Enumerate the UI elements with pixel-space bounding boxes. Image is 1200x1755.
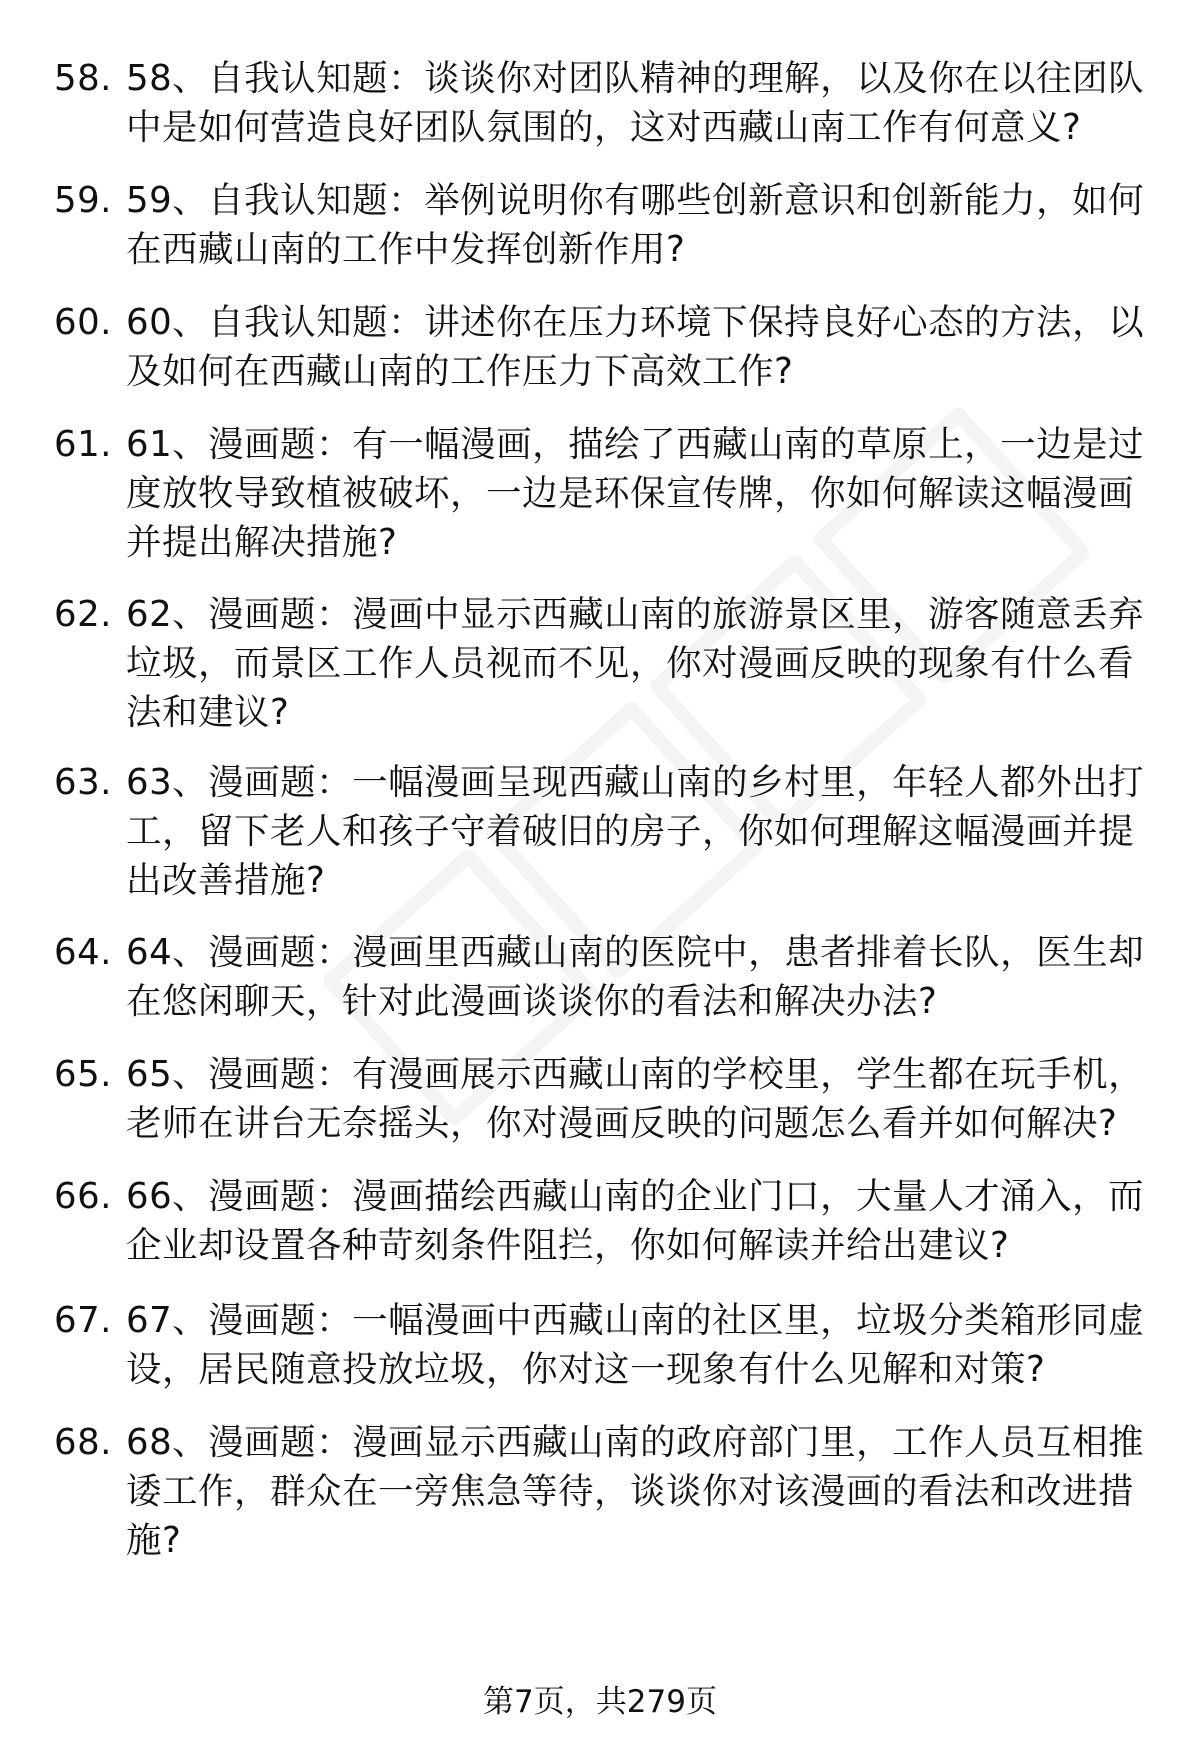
question-text: 61、漫画题：有一幅漫画，描绘了西藏山南的草原上，一边是过度放牧导致植被破坏，一边是环保宣传牌，你如何解读这幅漫画并提出解决措施?: [126, 424, 1145, 563]
question-number: 68.: [54, 1422, 112, 1463]
question-number: 67.: [54, 1300, 112, 1341]
question-item: [54, 590, 1164, 737]
question-number: 64.: [54, 932, 112, 973]
question-text: 59、自我认知题：举例说明你有哪些创新意识和创新能力，如何在西藏山南的工作中发挥创新作用?: [126, 180, 1145, 270]
question-text: 65、漫画题：有漫画展示西藏山南的学校里，学生都在玩手机，老师在讲台无奈摇头，你对漫画反映的问题怎么看并如何解决?: [126, 1054, 1145, 1144]
page-number-label: 第7页，共279页: [483, 1684, 717, 1720]
question-number: 65.: [54, 1054, 112, 1095]
question-item: [54, 1296, 1164, 1394]
question-text: 60、自我认知题：讲述你在压力环境下保持良好心态的方法，以及如何在西藏山南的工作压力下高效工作?: [126, 302, 1145, 392]
page-footer: [0, 1680, 1200, 1724]
question-item: [54, 928, 1164, 1026]
question-number: 62.: [54, 594, 112, 635]
question-item: [54, 1050, 1164, 1148]
question-text: 67、漫画题：一幅漫画中西藏山南的社区里，垃圾分类箱形同虚设，居民随意投放垃圾，你对这一现象有什么见解和对策?: [126, 1300, 1145, 1390]
question-item: [54, 176, 1164, 274]
question-number: 63.: [54, 762, 112, 803]
question-item: [54, 298, 1164, 396]
question-number: 59.: [54, 180, 112, 221]
question-text: 58、自我认知题：谈谈你对团队精神的理解，以及你在以往团队中是如何营造良好团队氛围的，这对西藏山南工作有何意义?: [126, 58, 1145, 148]
question-text: 63、漫画题：一幅漫画呈现西藏山南的乡村里，年轻人都外出打工，留下老人和孩子守着破旧的房子，你如何理解这幅漫画并提出改善措施?: [126, 762, 1145, 901]
question-item: [54, 1172, 1164, 1270]
question-number: 66.: [54, 1176, 112, 1217]
question-number: 58.: [54, 58, 112, 99]
question-text: 64、漫画题：漫画里西藏山南的医院中，患者排着长队，医生却在悠闲聊天，针对此漫画谈谈你的看法和解决办法?: [126, 932, 1145, 1022]
question-text: 62、漫画题：漫画中显示西藏山南的旅游景区里，游客随意丢弃垃圾，而景区工作人员视而不见，你对漫画反映的现象有什么看法和建议?: [126, 594, 1145, 733]
question-item: [54, 420, 1164, 567]
question-item: [54, 758, 1164, 905]
question-number: 61.: [54, 424, 112, 465]
question-item: [54, 1418, 1164, 1565]
question-text: 66、漫画题：漫画描绘西藏山南的企业门口，大量人才涌入，而企业却设置各种苛刻条件阻拦，你如何解读并给出建议?: [126, 1176, 1145, 1266]
question-number: 60.: [54, 302, 112, 343]
question-text: 68、漫画题：漫画显示西藏山南的政府部门里，工作人员互相推诿工作，群众在一旁焦急等待，谈谈你对该漫画的看法和改进措施?: [126, 1422, 1145, 1561]
question-item: [54, 54, 1164, 152]
